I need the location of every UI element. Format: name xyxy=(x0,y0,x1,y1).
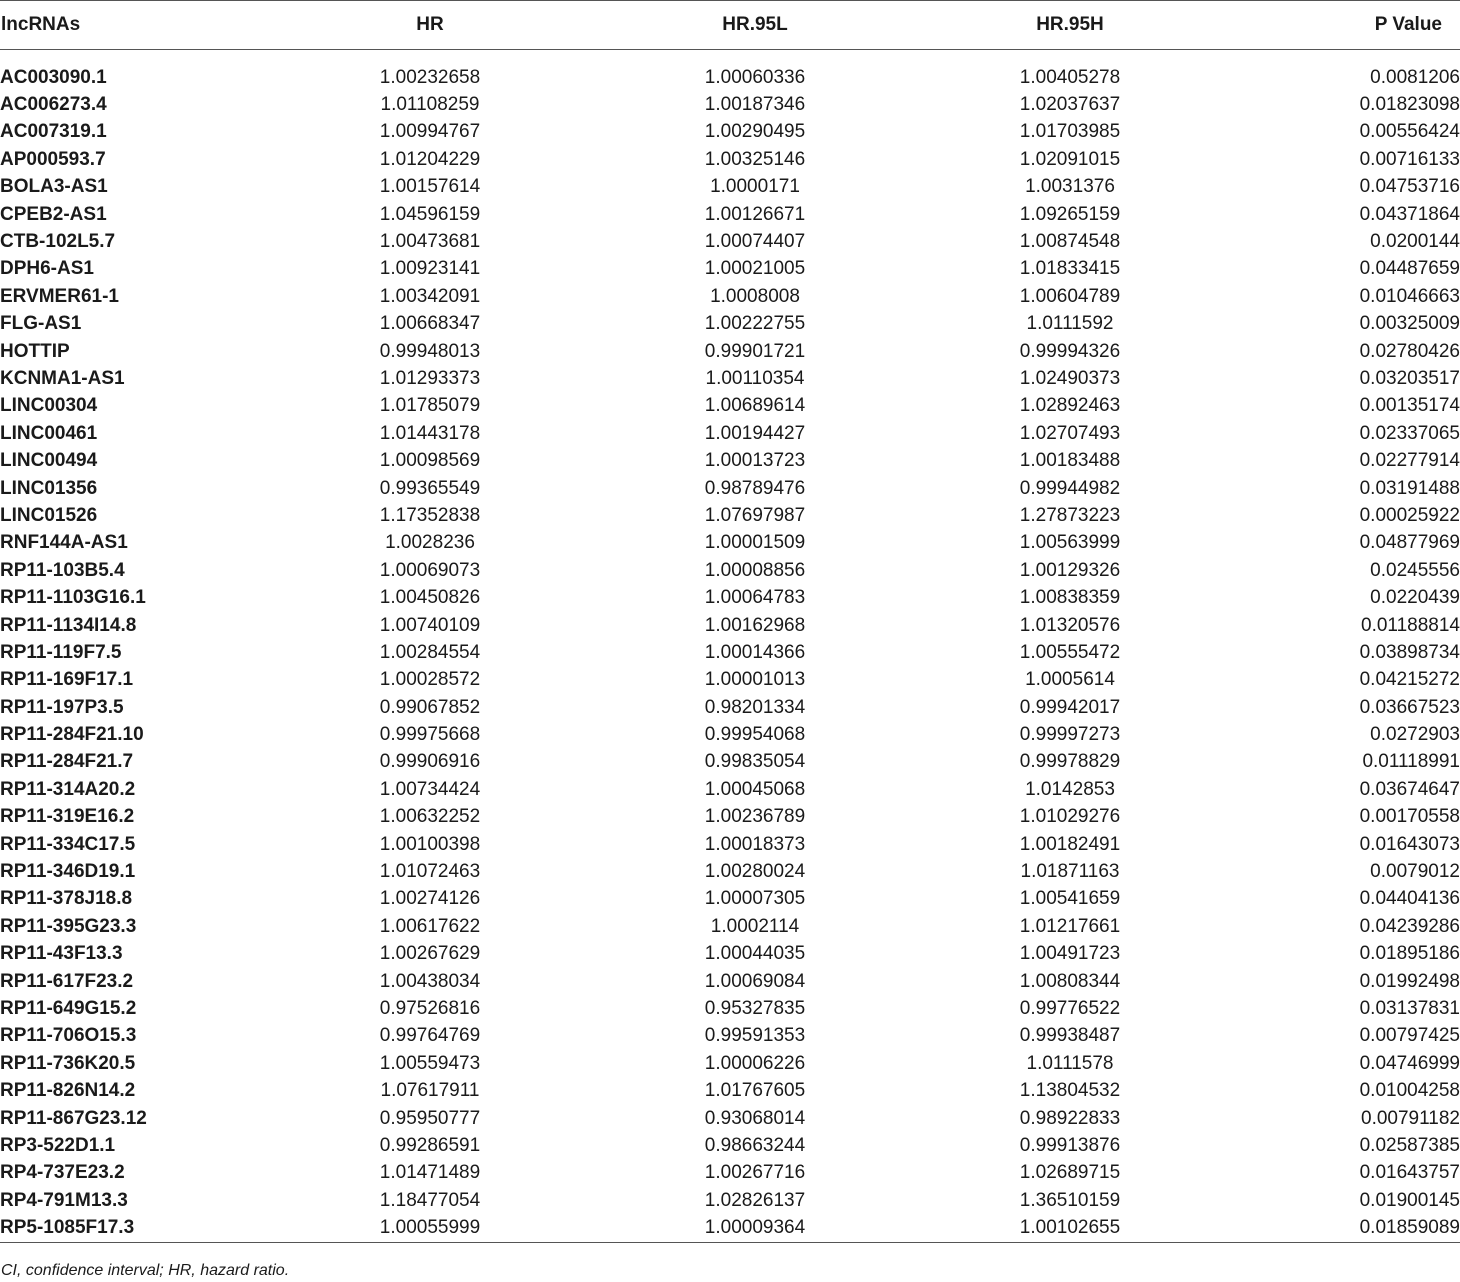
cell-hr-95h: 0.99978829 xyxy=(1019,751,1121,773)
cell-hr-95h: 1.27873223 xyxy=(1019,504,1121,526)
table-row xyxy=(0,995,1460,1022)
cell-lncrna: RP11-43F13.3 xyxy=(0,943,123,965)
cell-hr-95l: 1.00236789 xyxy=(704,806,806,828)
cell-hr-95l: 1.02826137 xyxy=(704,1189,806,1211)
cell-hr-95h: 1.00183488 xyxy=(1019,450,1121,472)
cell-hr-95h: 1.02689715 xyxy=(1019,1162,1121,1184)
table-row xyxy=(0,311,1460,338)
cell-p-value: 0.04753716 xyxy=(1359,176,1460,198)
cell-hr: 1.01204229 xyxy=(379,148,481,170)
header-spacer xyxy=(0,50,1460,65)
cell-hr-95l: 1.00014366 xyxy=(704,641,806,663)
cell-hr-95l: 1.00069084 xyxy=(704,970,806,992)
table-row xyxy=(0,64,1460,91)
table-row xyxy=(0,721,1460,748)
header-row xyxy=(0,1,1460,50)
cell-p-value: 0.00556424 xyxy=(1359,121,1460,143)
cell-p-value: 0.03203517 xyxy=(1359,367,1460,389)
table-row xyxy=(0,530,1460,557)
cell-hr: 1.00617622 xyxy=(379,915,481,937)
cell-hr: 0.97526816 xyxy=(379,997,481,1019)
cell-hr-95l: 1.00162968 xyxy=(704,614,806,636)
table-row xyxy=(0,804,1460,831)
cell-hr-95h: 1.00491723 xyxy=(1019,943,1121,965)
cell-hr: 1.00098569 xyxy=(379,450,481,472)
table-row xyxy=(0,283,1460,310)
table-row xyxy=(0,256,1460,283)
cell-lncrna: AC007319.1 xyxy=(0,121,107,143)
cell-hr: 1.01785079 xyxy=(379,395,481,417)
cell-hr-95l: 0.99591353 xyxy=(704,1025,806,1047)
cell-hr: 1.00668347 xyxy=(379,313,481,335)
cell-p-value: 0.0079012 xyxy=(1370,861,1460,883)
cell-hr-95h: 1.0005614 xyxy=(1025,669,1115,691)
table-footer-rule xyxy=(0,1242,1460,1253)
cell-hr: 1.01072463 xyxy=(379,861,481,883)
header-hr-95l: HR.95L xyxy=(600,1,910,50)
cell-lncrna: LINC00461 xyxy=(0,422,98,444)
table-row xyxy=(0,667,1460,694)
table-row xyxy=(0,694,1460,721)
cell-hr-95l: 1.00194427 xyxy=(704,422,806,444)
cell-hr-95h: 0.99997273 xyxy=(1019,724,1121,746)
cell-hr: 1.00274126 xyxy=(379,888,481,910)
cell-hr: 1.00069073 xyxy=(379,559,481,581)
cell-hr: 1.00284554 xyxy=(379,641,481,663)
cell-lncrna: RP11-314A20.2 xyxy=(0,778,136,800)
cell-p-value: 0.02277914 xyxy=(1359,450,1460,472)
table-row xyxy=(0,119,1460,146)
cell-hr: 0.99948013 xyxy=(379,340,481,362)
cell-hr: 1.00559473 xyxy=(379,1052,481,1074)
cell-hr-95l: 1.0000171 xyxy=(710,176,800,198)
cell-hr: 1.00473681 xyxy=(379,231,481,253)
table-row xyxy=(0,1105,1460,1132)
cell-p-value: 0.02780426 xyxy=(1359,340,1460,362)
table-header xyxy=(0,1,1460,50)
cell-hr-95h: 1.36510159 xyxy=(1019,1189,1121,1211)
cell-hr-95h: 1.02091015 xyxy=(1019,148,1121,170)
cell-lncrna: FLG-AS1 xyxy=(0,313,82,335)
cell-p-value: 0.01643073 xyxy=(1359,833,1460,855)
table-row xyxy=(0,475,1460,502)
cell-hr-95h: 1.13804532 xyxy=(1019,1080,1121,1102)
cell-p-value: 0.00325009 xyxy=(1359,313,1460,335)
cell-hr: 1.00232658 xyxy=(379,66,481,88)
cell-lncrna: AC003090.1 xyxy=(0,66,107,88)
cell-p-value: 0.01188814 xyxy=(1361,614,1460,636)
cell-p-value: 0.03898734 xyxy=(1359,641,1460,663)
table-row xyxy=(0,639,1460,666)
cell-hr-95l: 1.00060336 xyxy=(704,66,806,88)
cell-lncrna: LINC00304 xyxy=(0,395,98,417)
table-row xyxy=(0,1132,1460,1159)
cell-hr: 1.01443178 xyxy=(379,422,481,444)
cell-hr-95l: 0.98201334 xyxy=(704,696,806,718)
cell-lncrna: RP5-1085F17.3 xyxy=(0,1217,135,1239)
cell-p-value: 0.03137831 xyxy=(1359,997,1460,1019)
cell-p-value: 0.01992498 xyxy=(1359,970,1460,992)
cell-lncrna: RP11-1103G16.1 xyxy=(0,587,146,609)
cell-hr-95h: 1.02707493 xyxy=(1019,422,1121,444)
cell-lncrna: LINC00494 xyxy=(0,450,98,472)
table-row xyxy=(0,941,1460,968)
cell-lncrna: RP11-867G23.12 xyxy=(0,1107,147,1129)
cell-lncrna: RP11-284F21.7 xyxy=(0,751,134,773)
cell-lncrna: RP11-706O15.3 xyxy=(0,1025,137,1047)
cell-hr: 0.99764769 xyxy=(379,1025,481,1047)
cell-p-value: 0.02337065 xyxy=(1359,422,1460,444)
table-row xyxy=(0,393,1460,420)
table-body xyxy=(0,50,1460,1243)
cell-hr-95l: 0.98789476 xyxy=(704,477,806,499)
cell-lncrna: RP11-284F21.10 xyxy=(0,724,144,746)
cell-hr-95l: 1.00325146 xyxy=(704,148,806,170)
cell-hr-95l: 1.00008856 xyxy=(704,559,806,581)
cell-hr-95l: 1.00001509 xyxy=(704,532,806,554)
cell-hr: 0.95950777 xyxy=(379,1107,481,1129)
cell-hr-95l: 1.00074407 xyxy=(704,231,806,253)
table-row xyxy=(0,228,1460,255)
cell-hr-95l: 1.00044035 xyxy=(704,943,806,965)
cell-hr: 1.00157614 xyxy=(379,176,481,198)
cell-hr-95l: 1.00187346 xyxy=(704,94,806,116)
cell-hr: 1.00923141 xyxy=(379,258,481,280)
cell-hr: 1.07617911 xyxy=(380,1080,480,1102)
cell-p-value: 0.01118991 xyxy=(1362,751,1460,773)
cell-hr-95l: 1.00021005 xyxy=(704,258,806,280)
cell-hr-95h: 1.00604789 xyxy=(1019,285,1121,307)
cell-hr: 1.00734424 xyxy=(379,778,481,800)
cell-p-value: 0.01900145 xyxy=(1359,1189,1460,1211)
table-row xyxy=(0,749,1460,776)
cell-hr-95h: 0.99776522 xyxy=(1019,997,1121,1019)
cell-hr-95h: 1.0031376 xyxy=(1025,176,1115,198)
cell-p-value: 0.04371864 xyxy=(1359,203,1460,225)
cell-hr: 1.00450826 xyxy=(379,587,481,609)
table-row xyxy=(0,968,1460,995)
cell-p-value: 0.00716133 xyxy=(1359,148,1460,170)
cell-hr: 1.00632252 xyxy=(379,806,481,828)
cell-hr-95h: 1.01833415 xyxy=(1019,258,1121,280)
cell-p-value: 0.04746999 xyxy=(1359,1052,1460,1074)
cell-hr-95l: 1.00280024 xyxy=(704,861,806,883)
table-footnote: CI, confidence interval; HR, hazard ratio. xyxy=(1,1262,290,1279)
cell-hr-95h: 1.09265159 xyxy=(1019,203,1121,225)
cell-hr: 1.00740109 xyxy=(379,614,481,636)
cell-hr-95h: 1.0111592 xyxy=(1026,313,1114,335)
cell-hr-95h: 1.01703985 xyxy=(1019,121,1121,143)
cell-hr-95h: 0.99913876 xyxy=(1019,1134,1121,1156)
cell-hr-95l: 1.00007305 xyxy=(704,888,806,910)
cell-hr-95h: 1.00129326 xyxy=(1019,559,1121,581)
cell-lncrna: AP000593.7 xyxy=(0,148,106,170)
table-row xyxy=(0,831,1460,858)
table-row xyxy=(0,91,1460,118)
cell-p-value: 0.01895186 xyxy=(1359,943,1460,965)
cell-p-value: 0.00791182 xyxy=(1361,1107,1460,1129)
cell-hr-95h: 1.00874548 xyxy=(1019,231,1121,253)
table-row xyxy=(0,557,1460,584)
cell-hr-95h: 1.00838359 xyxy=(1019,587,1121,609)
cell-p-value: 0.01004258 xyxy=(1359,1080,1460,1102)
cell-hr-95l: 1.01767605 xyxy=(704,1080,806,1102)
cell-lncrna: RP11-395G23.3 xyxy=(0,915,137,937)
cell-p-value: 0.03667523 xyxy=(1359,696,1460,718)
cell-hr-95l: 1.0002114 xyxy=(710,915,800,937)
cell-hr: 0.99286591 xyxy=(379,1134,481,1156)
cell-hr: 1.01471489 xyxy=(379,1162,481,1184)
cell-hr-95h: 1.02892463 xyxy=(1019,395,1121,417)
cell-hr-95l: 0.98663244 xyxy=(704,1134,806,1156)
cell-lncrna: LINC01526 xyxy=(0,504,98,526)
cell-hr: 0.99365549 xyxy=(379,477,481,499)
cell-lncrna: RP11-617F23.2 xyxy=(0,970,134,992)
cell-hr-95l: 0.99901721 xyxy=(704,340,806,362)
cell-lncrna: RP11-169F17.1 xyxy=(0,669,134,691)
cell-hr: 1.04596159 xyxy=(379,203,481,225)
table-row xyxy=(0,1023,1460,1050)
cell-lncrna: RP11-649G15.2 xyxy=(0,997,137,1019)
cell-hr-95h: 1.02037637 xyxy=(1019,94,1121,116)
cell-lncrna: AC006273.4 xyxy=(0,94,107,116)
table-row xyxy=(0,447,1460,474)
cell-hr-95l: 1.00013723 xyxy=(704,450,806,472)
cell-hr-95l: 1.00018373 xyxy=(704,833,806,855)
cell-lncrna: DPH6-AS1 xyxy=(0,258,94,280)
cell-hr-95h: 1.0111578 xyxy=(1026,1052,1114,1074)
cell-hr-95l: 1.00267716 xyxy=(704,1162,806,1184)
table-row xyxy=(0,1214,1460,1242)
cell-lncrna: HOTTIP xyxy=(0,340,70,362)
cell-hr-95l: 0.93068014 xyxy=(704,1107,806,1129)
cell-hr-95l: 1.00001013 xyxy=(704,669,806,691)
cell-hr-95h: 1.01871163 xyxy=(1020,861,1120,883)
cell-hr-95l: 1.07697987 xyxy=(704,504,806,526)
cell-hr-95h: 1.00808344 xyxy=(1019,970,1121,992)
table-row xyxy=(0,1187,1460,1214)
cell-lncrna: RP11-334C17.5 xyxy=(0,833,136,855)
cell-lncrna: LINC01356 xyxy=(0,477,98,499)
cell-p-value: 0.00797425 xyxy=(1359,1025,1460,1047)
cell-hr-95h: 1.00541659 xyxy=(1019,888,1121,910)
table-row xyxy=(0,1050,1460,1077)
cell-lncrna: CTB-102L5.7 xyxy=(0,231,116,253)
cell-p-value: 0.01823098 xyxy=(1359,94,1460,116)
cell-p-value: 0.0272903 xyxy=(1370,724,1460,746)
cell-hr: 1.00028572 xyxy=(379,669,481,691)
cell-lncrna: RP11-197P3.5 xyxy=(0,696,124,718)
cell-lncrna: RP11-346D19.1 xyxy=(0,861,136,883)
cell-hr-95l: 1.00689614 xyxy=(704,395,806,417)
cell-lncrna: RP11-119F7.5 xyxy=(0,641,122,663)
cell-lncrna: RP11-736K20.5 xyxy=(0,1052,136,1074)
cell-hr-95l: 1.00006226 xyxy=(704,1052,806,1074)
cell-hr-95h: 0.98922833 xyxy=(1019,1107,1121,1129)
cell-hr-95h: 1.00405278 xyxy=(1019,66,1121,88)
cell-hr-95l: 1.00222755 xyxy=(704,313,806,335)
cell-p-value: 0.01859089 xyxy=(1359,1217,1460,1239)
cell-hr: 1.00100398 xyxy=(379,833,481,855)
cell-p-value: 0.0220439 xyxy=(1370,587,1460,609)
cell-hr: 1.17352838 xyxy=(379,504,481,526)
cell-p-value: 0.04404136 xyxy=(1359,888,1460,910)
cell-lncrna: BOLA3-AS1 xyxy=(0,176,108,198)
cell-p-value: 0.04487659 xyxy=(1359,258,1460,280)
table-row xyxy=(0,858,1460,885)
cell-hr-95h: 1.00182491 xyxy=(1019,833,1121,855)
cell-hr-95h: 0.99944982 xyxy=(1019,477,1121,499)
table-row xyxy=(0,886,1460,913)
cell-lncrna: ERVMER61-1 xyxy=(0,285,119,307)
cell-hr: 0.99975668 xyxy=(379,724,481,746)
cell-hr: 1.00994767 xyxy=(379,121,481,143)
cell-p-value: 0.00170558 xyxy=(1359,806,1460,828)
cell-hr: 0.99067852 xyxy=(379,696,481,718)
cell-p-value: 0.02587385 xyxy=(1359,1134,1460,1156)
cell-p-value: 0.04239286 xyxy=(1359,915,1460,937)
cell-p-value: 0.04215272 xyxy=(1359,669,1460,691)
cell-hr: 1.00267629 xyxy=(379,943,481,965)
table-row xyxy=(0,776,1460,803)
header-hr-95h: HR.95H xyxy=(910,1,1230,50)
cell-hr-95l: 0.95327835 xyxy=(704,997,806,1019)
cell-p-value: 0.00135174 xyxy=(1359,395,1460,417)
cell-lncrna: RP4-737E23.2 xyxy=(0,1162,125,1184)
table-row xyxy=(0,612,1460,639)
cell-lncrna: RP11-378J18.8 xyxy=(0,888,133,910)
cell-hr-95l: 0.99954068 xyxy=(704,724,806,746)
cell-p-value: 0.04877969 xyxy=(1359,532,1460,554)
cell-p-value: 0.03674647 xyxy=(1359,778,1460,800)
cell-hr: 0.99906916 xyxy=(379,751,481,773)
header-p-value: P Value xyxy=(1230,1,1460,50)
cell-lncrna: RP11-1134I14.8 xyxy=(0,614,137,636)
cell-hr: 1.00342091 xyxy=(379,285,481,307)
header-hr: HR xyxy=(260,1,600,50)
cell-hr-95h: 1.00102655 xyxy=(1019,1217,1121,1239)
cell-hr-95l: 1.00110354 xyxy=(705,367,805,389)
cell-hr-95l: 1.00126671 xyxy=(704,203,806,225)
cell-hr-95l: 1.00064783 xyxy=(704,587,806,609)
cell-hr: 1.18477054 xyxy=(379,1189,481,1211)
cell-hr-95h: 1.02490373 xyxy=(1019,367,1121,389)
cell-p-value: 0.01046663 xyxy=(1359,285,1460,307)
cell-hr: 1.01108259 xyxy=(380,94,480,116)
cell-lncrna: RNF144A-AS1 xyxy=(0,532,128,554)
cell-lncrna: CPEB2-AS1 xyxy=(0,203,107,225)
cell-hr: 1.00438034 xyxy=(379,970,481,992)
cell-hr-95h: 1.00563999 xyxy=(1019,532,1121,554)
cell-p-value: 0.0245556 xyxy=(1370,559,1460,581)
cell-hr: 1.00055999 xyxy=(379,1217,481,1239)
table-row xyxy=(0,584,1460,611)
table-row xyxy=(0,1160,1460,1187)
cell-lncrna: RP3-522D1.1 xyxy=(0,1134,116,1156)
table-row xyxy=(0,420,1460,447)
cell-lncrna: RP11-319E16.2 xyxy=(0,806,135,828)
cell-lncrna: RP11-826N14.2 xyxy=(0,1080,136,1102)
cell-hr-95h: 1.00555472 xyxy=(1019,641,1121,663)
table-row xyxy=(0,338,1460,365)
table-row xyxy=(0,146,1460,173)
cell-hr-95h: 1.01029276 xyxy=(1019,806,1121,828)
cell-hr-95h: 0.99994326 xyxy=(1019,340,1121,362)
cell-p-value: 0.01643757 xyxy=(1359,1162,1460,1184)
table-row xyxy=(0,1077,1460,1104)
cell-hr-95h: 0.99938487 xyxy=(1019,1025,1121,1047)
cell-hr: 1.01293373 xyxy=(379,367,481,389)
cell-hr-95h: 0.99942017 xyxy=(1019,696,1121,718)
cell-hr-95l: 1.00290495 xyxy=(704,121,806,143)
header-lncrnas: lncRNAs xyxy=(0,1,260,50)
cell-lncrna: KCNMA1-AS1 xyxy=(0,367,125,389)
table-row xyxy=(0,201,1460,228)
cell-hr-95l: 1.0008008 xyxy=(710,285,800,307)
cell-p-value: 0.00025922 xyxy=(1359,504,1460,526)
table-row xyxy=(0,365,1460,392)
cell-lncrna: RP11-103B5.4 xyxy=(0,559,125,581)
table-row xyxy=(0,502,1460,529)
cell-hr: 1.0028236 xyxy=(385,532,475,554)
cell-p-value: 0.0081206 xyxy=(1370,66,1460,88)
cell-p-value: 0.03191488 xyxy=(1359,477,1460,499)
cell-hr-95l: 0.99835054 xyxy=(704,751,806,773)
cell-lncrna: RP4-791M13.3 xyxy=(0,1189,128,1211)
cell-hr-95l: 1.00009364 xyxy=(704,1217,806,1239)
cell-hr-95h: 1.01217661 xyxy=(1019,915,1121,937)
table-row xyxy=(0,913,1460,940)
cell-hr-95h: 1.0142853 xyxy=(1025,778,1115,800)
cell-hr-95l: 1.00045068 xyxy=(704,778,806,800)
cell-hr-95h: 1.01320576 xyxy=(1019,614,1121,636)
cell-p-value: 0.0200144 xyxy=(1370,231,1460,253)
table-row xyxy=(0,174,1460,201)
